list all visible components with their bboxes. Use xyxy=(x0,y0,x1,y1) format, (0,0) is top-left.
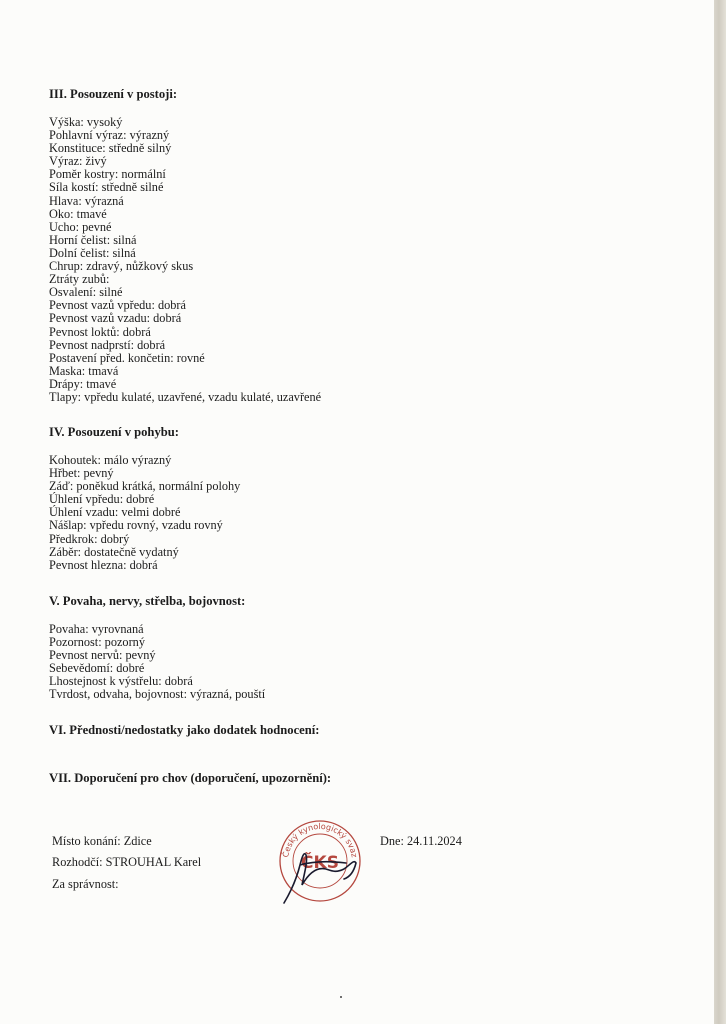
field-line: Osvalení: silné xyxy=(49,285,123,300)
field-line: Ztráty zubů: xyxy=(49,272,110,287)
field-line: Oko: tmavé xyxy=(49,206,107,221)
field-line: Chrup: zdravý, nůžkový skus xyxy=(49,259,194,274)
date-label: Dne: 24.11.2024 xyxy=(380,834,462,848)
section-heading: III. Posouzení v postoji: xyxy=(49,87,178,101)
section-stance xyxy=(49,86,689,404)
svg-text:ČKS: ČKS xyxy=(301,853,339,873)
speck xyxy=(340,996,342,998)
field-line: Lhostejnost k výstřelu: dobrá xyxy=(49,674,193,689)
section-lines xyxy=(49,454,689,572)
field-line: Nášlap: vpředu rovný, vzadu rovný xyxy=(49,518,223,533)
section-heading: VI. Přednosti/nedostatky jako dodatek hodnocení: xyxy=(49,723,320,737)
field-line: Postavení před. končetin: rovné xyxy=(49,350,205,365)
section-heading: V. Povaha, nervy, střelba, bojovnost: xyxy=(49,594,246,608)
field-line: Pevnost hlezna: dobrá xyxy=(49,557,158,572)
field-line: Síla kostí: středně silné xyxy=(49,180,164,195)
field-line: Úhlení vzadu: velmi dobré xyxy=(49,505,181,520)
section-heading: IV. Posouzení v pohybu: xyxy=(49,425,179,439)
field-line: Úhlení vpředu: dobré xyxy=(49,492,155,507)
field-line: Pevnost nadprstí: dobrá xyxy=(49,337,166,352)
field-line: Maska: tmavá xyxy=(49,363,119,378)
field-line: Horní čelist: silná xyxy=(49,232,137,247)
field-line: Pevnost vazů vpředu: dobrá xyxy=(49,298,186,313)
field-line: Pozornost: pozorný xyxy=(49,635,145,650)
section-lines xyxy=(49,623,689,702)
field-line: Výraz: živý xyxy=(49,154,107,169)
svg-text:Český kynologický svaz: Český kynologický svaz xyxy=(281,821,359,859)
field-line: Pevnost nervů: pevný xyxy=(49,648,156,663)
field-line: Výška: vysoký xyxy=(49,115,123,129)
section-lines xyxy=(49,116,689,404)
section-merits xyxy=(49,722,689,738)
place-label: Místo konání: Zdice xyxy=(52,834,152,848)
page-edge xyxy=(714,0,726,1024)
field-line: Předkrok: dobrý xyxy=(49,531,130,546)
field-line: Poměr kostry: normální xyxy=(49,167,166,182)
field-line: Tlapy: vpředu kulaté, uzavřené, vzadu kulaté, uzavřené xyxy=(49,389,322,404)
field-line: Povaha: vyrovnaná xyxy=(49,622,144,636)
field-line: Hlava: výrazná xyxy=(49,193,124,208)
section-temperament xyxy=(49,593,689,702)
field-line: Dolní čelist: silná xyxy=(49,245,136,260)
field-line: Ucho: pevné xyxy=(49,219,112,234)
section-heading: VII. Doporučení pro chov (doporučení, upozornění): xyxy=(49,771,332,785)
section-breeding xyxy=(49,770,689,786)
field-line: Konstituce: středně silný xyxy=(49,141,172,156)
field-line: Pevnost loktů: dobrá xyxy=(49,324,151,339)
field-line: Pohlavní výraz: výrazný xyxy=(49,128,170,143)
field-line: Hřbet: pevný xyxy=(49,466,114,481)
field-line: Záběr: dostatečně vydatný xyxy=(49,544,179,559)
stamp-seal-icon xyxy=(274,815,366,911)
section-movement xyxy=(49,424,689,572)
correctness-label: Za správnost: xyxy=(52,877,119,891)
field-line: Tvrdost, odvaha, bojovnost: výrazná, pouští xyxy=(49,687,266,702)
field-line: Kohoutek: málo výrazný xyxy=(49,453,172,467)
field-line: Pevnost vazů vzadu: dobrá xyxy=(49,311,182,326)
field-line: Sebevědomí: dobré xyxy=(49,661,145,676)
judge-label: Rozhodčí: STROUHAL Karel xyxy=(52,855,202,869)
field-line: Drápy: tmavé xyxy=(49,376,117,391)
field-line: Záď: poněkud krátká, normální polohy xyxy=(49,479,241,494)
